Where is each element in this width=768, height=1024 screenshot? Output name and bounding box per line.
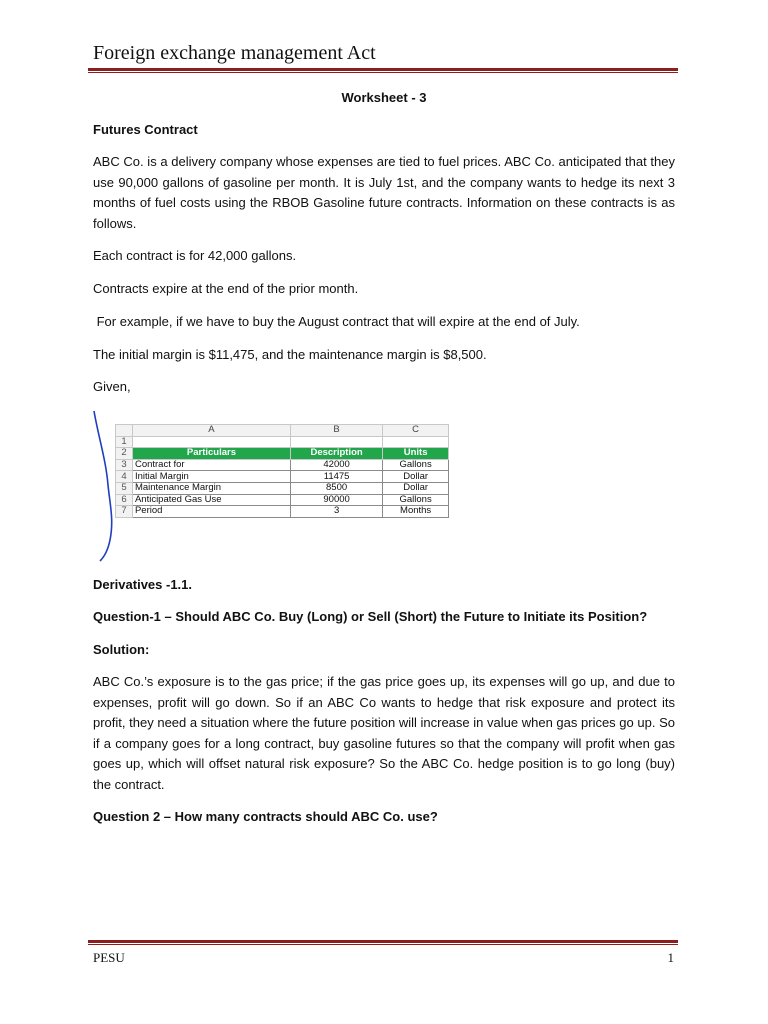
table-row bbox=[116, 506, 449, 518]
given-label: Given, bbox=[93, 379, 131, 394]
table-row bbox=[116, 459, 449, 471]
unit-cell: Gallons bbox=[383, 459, 449, 471]
question-1: Question-1 – Should ABC Co. Buy (Long) or Sell (Short) the Future to Initiate its Position? bbox=[93, 609, 648, 624]
particular-cell: Initial Margin bbox=[132, 471, 290, 483]
unit-cell: Dollar bbox=[383, 471, 449, 483]
table-row bbox=[116, 494, 449, 506]
description-cell: 42000 bbox=[290, 459, 382, 471]
expiry-paragraph: Contracts expire at the end of the prior month. bbox=[93, 281, 359, 296]
corner-cell bbox=[116, 425, 133, 437]
intro-paragraph: ABC Co. is a delivery company whose expenses are tied to fuel prices. ABC Co. anticipated that they use 90,000 gallons of gasoline per month. It is July 1st, and the company wants to hedge its next 3 months of fuel costs using the RBOB Gasoline future contracts. Information on these contracts is as follows. bbox=[93, 154, 675, 231]
table-row bbox=[116, 471, 449, 483]
row-number: 6 bbox=[116, 494, 133, 506]
contract-size-paragraph: Each contract is for 42,000 gallons. bbox=[93, 248, 297, 263]
page-number: 1 bbox=[667, 950, 674, 965]
header-particulars: Particulars bbox=[132, 448, 290, 460]
header-rule bbox=[88, 68, 678, 73]
spreadsheet-table bbox=[115, 424, 449, 518]
table-row bbox=[116, 436, 449, 448]
row-number: 5 bbox=[116, 482, 133, 494]
column-letter: A bbox=[132, 425, 290, 437]
row-number: 4 bbox=[116, 471, 133, 483]
description-cell: 90000 bbox=[290, 494, 382, 506]
column-letter: C bbox=[383, 425, 449, 437]
table-header-row bbox=[116, 448, 449, 460]
section-heading: Futures Contract bbox=[93, 122, 198, 137]
particular-cell: Anticipated Gas Use bbox=[132, 494, 290, 506]
example-paragraph: For example, if we have to buy the August contract that will expire at the end of July. bbox=[93, 314, 580, 329]
description-cell: 11475 bbox=[290, 471, 382, 483]
table-row bbox=[116, 482, 449, 494]
row-number: 1 bbox=[116, 436, 133, 448]
derivatives-heading: Derivatives -1.1. bbox=[93, 577, 193, 592]
unit-cell: Dollar bbox=[383, 482, 449, 494]
unit-cell: Gallons bbox=[383, 494, 449, 506]
margins-paragraph: The initial margin is $11,475, and the maintenance margin is $8,500. bbox=[93, 347, 487, 362]
column-header-row bbox=[116, 425, 449, 437]
header-units: Units bbox=[383, 448, 449, 460]
row-number: 2 bbox=[116, 448, 133, 460]
description-cell: 8500 bbox=[290, 482, 382, 494]
particular-cell: Contract for bbox=[132, 459, 290, 471]
row-number: 3 bbox=[116, 459, 133, 471]
solution-paragraph: ABC Co.’s exposure is to the gas price; if the gas price goes up, its expenses will go up, and due to expenses, profit will go down. So if an ABC Co wants to hedge that risk exposure and protect its profit, they need a situation where the future position will increase in value when gas prices go up. So if a company goes for a long contract, buy gasoline futures so that the company will profit when gas goes up, which will offset natural risk exposure? So the ABC Co. hedge position is to go long (buy) the contract. bbox=[93, 674, 675, 792]
question-2: Question 2 – How many contracts should ABC Co. use? bbox=[93, 809, 438, 824]
footer-rule bbox=[88, 940, 678, 945]
solution-label: Solution: bbox=[93, 642, 150, 657]
row-number: 7 bbox=[116, 506, 133, 518]
header-description: Description bbox=[290, 448, 382, 460]
column-letter: B bbox=[290, 425, 382, 437]
worksheet-title: Worksheet - 3 bbox=[341, 90, 427, 105]
description-cell: 3 bbox=[290, 506, 382, 518]
particular-cell: Period bbox=[132, 506, 290, 518]
page-header-title: Foreign exchange management Act bbox=[93, 42, 376, 64]
footer-label: PESU bbox=[93, 950, 125, 965]
particular-cell: Maintenance Margin bbox=[132, 482, 290, 494]
unit-cell: Months bbox=[383, 506, 449, 518]
